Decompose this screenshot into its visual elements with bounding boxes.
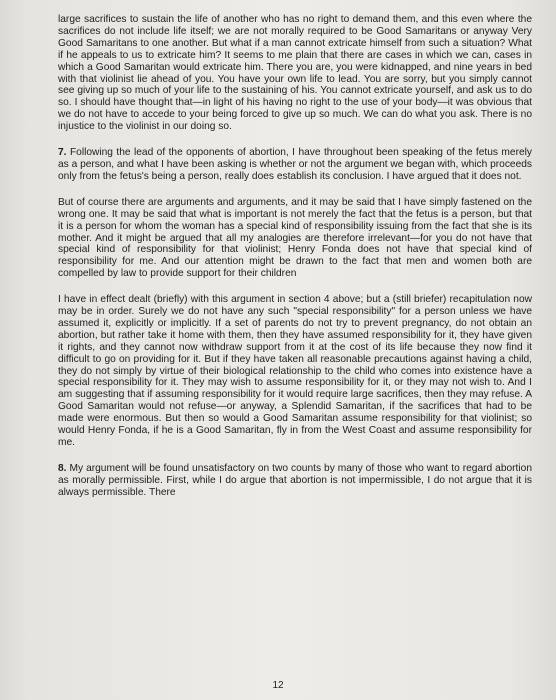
paragraph-text: large sacrifices to sustain the life of another who has no right to demand them, and this even where the sacrifices do not include life itself; we are not morally required to be Good Samaritans or anyway Very Good Samaritans to one another. But what if a man cannot extricate himself from such a situation? What if he appeals to us to extricate him? It seems to me plain that there are cases in which we can, cases in which a Good Samaritan would extricate him. There you are, you were kidnapped, and nine years in bed with that violinist lie ahead of you. You have your own life to lead. You are sorry, but you simply cannot see giving up so much of your life to the sustaining of his. You cannot extricate yourself, and ask us to do so. I should have thought that—in light of his having no right to the use of your body—it was obvious that we do not have to accede to your being forced to give up so much. We can do what you ask. There is no injustice to the violinist in our doing so. — [58, 14, 532, 133]
section-number: 7. — [58, 147, 67, 159]
paragraph-text: But of course there are arguments and arguments, and it may be said that I have simply fastened on the wrong one. It may be said that what is important is not merely the fact that the fetus is a person, but that it is a person for whom the woman has a special kind of responsibility issuing from the fact that she is its mother. And it might be argued that all my analogies are therefore irrelevant—for you do not have that special kind of responsibility for that violinist; Henry Fonda does not have that special kind of responsibility for me. And our attention might be drawn to the fact that men and women both are compelled by law to provide support for their children — [58, 196, 532, 280]
paragraph-text: I have in effect dealt (briefly) with this argument in section 4 above; but a (still briefer) recapitulation now may be in order. Surely we do not have any such "special responsibility" for a person unless we have assumed it, explicitly or implicitly. If a set of parents do not try to prevent pregnancy, do not obtain an abortion, but rather take it home with them, then they have assumed responsibility for it, they have given it rights, and they cannot now withdraw support from it at the cost of its life because they now find it difficult to go on providing for it. But if they have taken all reasonable precautions against having a child, they do not simply by virtue of their biological relationship to the child who comes into existence have a special responsibility for it. They may wish to assume responsibility for it, or they may not wish to. And I am suggesting that if assuming responsibility for it would require large sacrifices, then they may refuse. A Good Samaritan would not refuse—or anyway, a Splendid Samaritan, if the sacrifices that had to be made were enormous. But then so would a Good Samaritan assume responsibility for that violinist; so would Henry Fonda, if he is a Good Samaritan, fly in from the West Coast and assume responsibility for me. — [58, 294, 532, 448]
page-number: 12 — [272, 680, 284, 691]
paragraph-special-responsibility — [58, 197, 532, 280]
paragraph-section-7 — [58, 147, 532, 183]
body-text — [58, 14, 532, 513]
paragraph-text: Following the lead of the opponents of abortion, I have throughout been speaking of the fetus merely as a person, and what I have been asking is whether or not the argument we began with, which proceeds only from the fetus's being a person, really does establish its conclusion. I have argued that it does not. — [58, 147, 533, 182]
paragraph-continuation — [58, 14, 532, 133]
section-number: 8. — [58, 462, 67, 474]
paragraph-section-8 — [58, 463, 532, 499]
paragraph-recapitulation — [58, 294, 532, 449]
paragraph-text: My argument will be found unsatisfactory on two counts by many of those who want to regard abortion as morally permissible. First, while I do argue that abortion is not impermissible, I do not argue that it is always permissible. There — [58, 462, 532, 498]
